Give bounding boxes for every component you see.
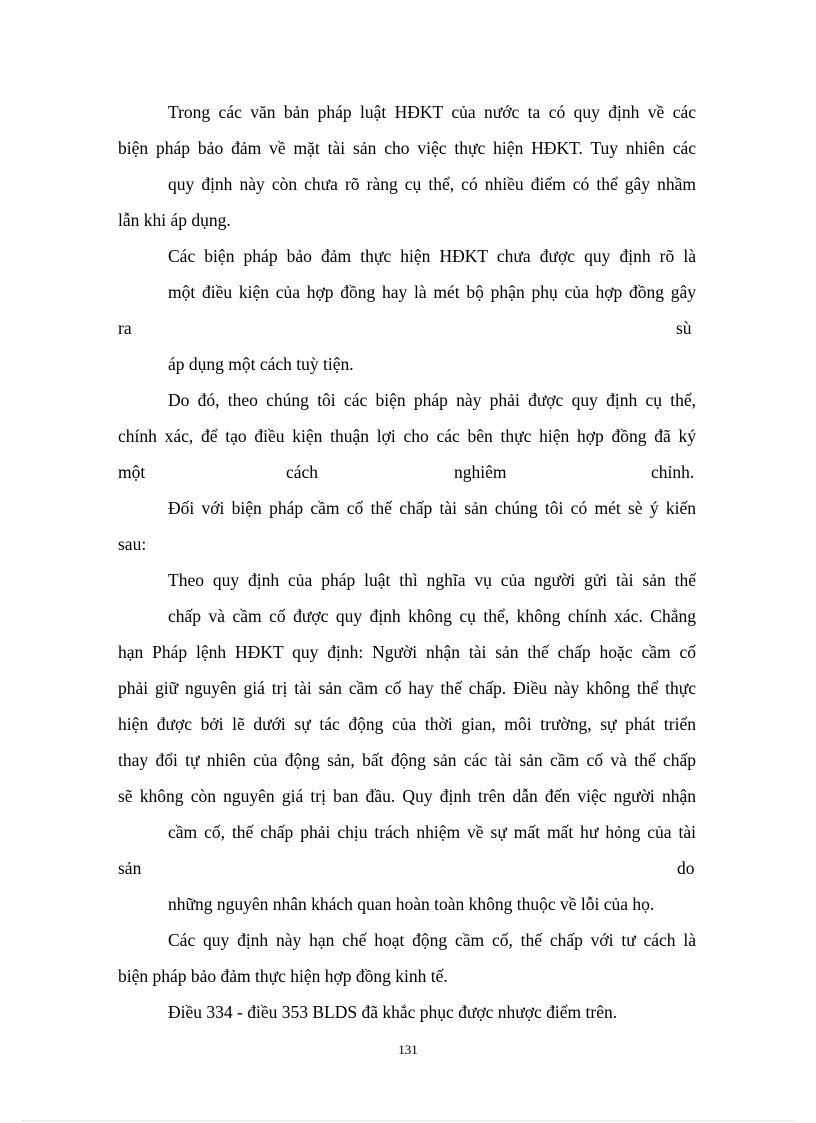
line-text: thay đổi tự nhiên của động sản, bất động sản các tài sản cầm cố và thế chấp <box>118 750 696 770</box>
text-line <box>0 238 816 274</box>
text-line <box>0 130 816 166</box>
text-line <box>0 346 816 382</box>
text-line <box>0 634 816 670</box>
page-number: 131 <box>398 1042 418 1057</box>
text-line <box>0 742 816 778</box>
text-line <box>0 310 816 346</box>
text-line <box>0 598 816 634</box>
text-line <box>0 814 816 850</box>
line-word: sù <box>676 318 692 338</box>
line-text: những nguyên nhân khách quan hoàn toàn không thuộc về lỗi của họ. <box>168 894 655 914</box>
text-line <box>0 706 816 742</box>
text-line <box>0 418 816 454</box>
line-text: Do đó, theo chúng tôi các biện pháp này phải được quy định cụ thể, <box>168 390 696 410</box>
text-line <box>0 850 816 886</box>
line-word: nghiêm <box>454 462 507 482</box>
line-text: quy định này còn chưa rõ ràng cụ thể, có nhiều điểm có thể gây nhầm <box>168 174 696 194</box>
line-text: sẽ không còn nguyên giá trị ban đầu. Quy định trên dẫn đến việc người nhận <box>118 786 696 806</box>
line-text: lẫn khi áp dụng. <box>118 210 231 230</box>
text-line <box>0 958 816 994</box>
text-line <box>0 454 816 490</box>
text-line <box>0 490 816 526</box>
line-word: chỉnh. <box>651 462 695 482</box>
line-text: một điều kiện của hợp đồng hay là mét bộ phận phụ của hợp đồng gây <box>168 282 696 302</box>
line-text: áp dụng một cách tuỳ tiện. <box>168 354 354 374</box>
text-line <box>0 922 816 958</box>
line-word: sản <box>118 858 142 878</box>
line-text: hạn Pháp lệnh HĐKT quy định: Người nhận tài sản thế chấp hoặc cầm cố <box>118 642 696 662</box>
line-text: cầm cố, thế chấp phải chịu trách nhiệm về sự mất mất hư hỏng của tài <box>168 822 696 842</box>
text-line <box>0 886 816 922</box>
text-line <box>0 94 816 130</box>
text-line <box>0 778 816 814</box>
line-word: cách <box>286 462 319 482</box>
line-word: ra <box>118 318 132 338</box>
line-text: Các biện pháp bảo đảm thực hiện HĐKT chưa được quy định rõ là <box>168 246 696 266</box>
line-text: Đối với biện pháp cầm cố thế chấp tài sản chúng tôi có mét sè ý kiến <box>168 498 696 518</box>
line-word: do <box>677 858 695 878</box>
line-text: Theo quy định của pháp luật thì nghĩa vụ của người gửi tài sản thế <box>168 570 696 590</box>
text-line <box>0 562 816 598</box>
text-line <box>0 382 816 418</box>
line-text: biện pháp bảo đảm thực hiện hợp đồng kinh tế. <box>118 966 448 986</box>
text-line <box>0 670 816 706</box>
line-text: chấp và cầm cố được quy định không cụ thể, không chính xác. Chẳng <box>168 606 696 626</box>
line-word: một <box>118 462 146 482</box>
line-text: sau: <box>118 534 147 554</box>
text-line <box>0 274 816 310</box>
text-line <box>0 202 816 238</box>
text-line <box>0 994 816 1030</box>
line-text: Các quy định này hạn chế hoạt động cầm cố, thế chấp với tư cách là <box>168 930 696 950</box>
line-text: phải giữ nguyên giá trị tài sản cầm cố hay thế chấp. Điều này không thể thực <box>118 678 696 698</box>
text-line <box>0 526 816 562</box>
line-text: hiện được bởi lẽ dưới sự tác động của thời gian, môi trường, sự phát triển <box>118 714 696 734</box>
line-text: biện pháp bảo đảm về mặt tài sản cho việc thực hiện HĐKT. Tuy nhiên các <box>118 138 696 158</box>
page-bottom-rule <box>22 1120 794 1121</box>
line-text: Điều 334 - điều 353 BLDS đã khắc phục được nhược điểm trên. <box>168 1002 618 1022</box>
line-text: chính xác, để tạo điều kiện thuận lợi cho các bên thực hiện hợp đồng đã ký <box>118 426 696 446</box>
line-text: Trong các văn bản pháp luật HĐKT của nước ta có quy định về các <box>168 102 696 122</box>
text-line <box>0 166 816 202</box>
